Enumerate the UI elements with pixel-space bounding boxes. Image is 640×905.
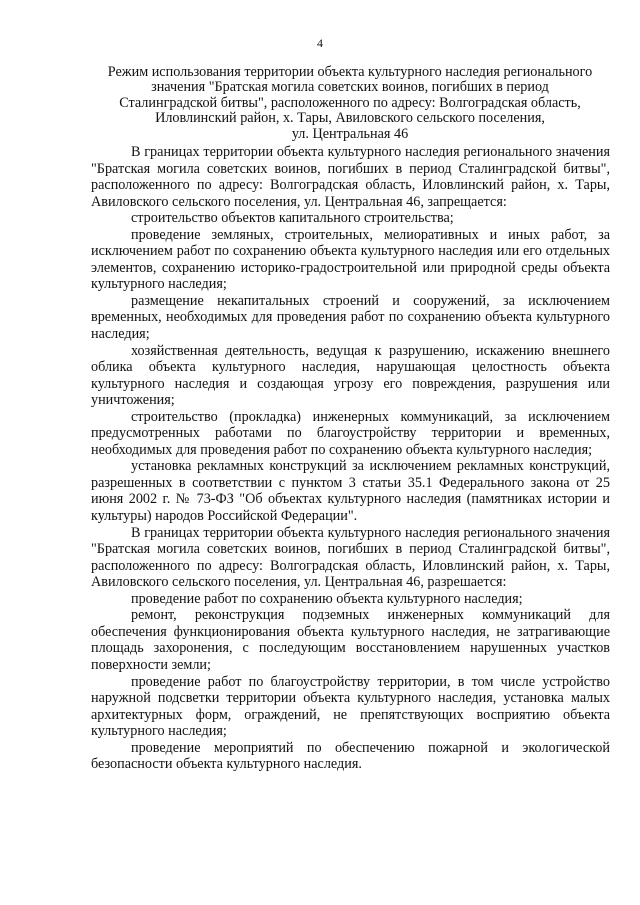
permission-item: проведение работ по благоустройству территории, в том числе устройство наружной подсветки территории объекта культурного наследия, установка малых архитектурных форм, ограждений, не препятствующих восприятию объекта культурного наследия; (91, 673, 610, 740)
document-title (90, 65, 610, 142)
prohibition-item: строительство объектов капитального строительства; (131, 210, 454, 227)
prohibition-item: размещение некапитальных строений и сооружений, за исключением временных, необходимых для проведения работ по сохранению объекта культурного наследия; (91, 292, 610, 343)
permission-item: проведение мероприятий по обеспечению пожарной и экологической безопасности объекта культурного наследия. (91, 739, 610, 773)
permission-item: проведение работ по сохранению объекта культурного наследия; (131, 590, 523, 607)
prohibition-item: хозяйственная деятельность, ведущая к разрушению, искажению внешнего облика объекта культурного наследия, нарушающая целостность объекта культурного наследия и создающая угрозу его повреждения, разрушения или уничтожения; (91, 342, 610, 409)
prohibition-item: строительство (прокладка) инженерных коммуникаций, за исключением предусмотренных работами по благоустройству территории и временных, необходимых для проведения работ по сохранению объекта культурного наследия; (91, 408, 610, 458)
title-line: Режим использования территории объекта культурного наследия регионального (107, 64, 593, 80)
title-line: ул. Центральная 46 (291, 125, 409, 142)
page-number: 4 (317, 36, 323, 50)
prohibition-item: проведение земляных, строительных, мелиоративных и иных работ, за исключением работ по сохранению объекта культурного наследия или его отдельных элементов, сохранению историко-градостроительной или природной среды объекта культурного наследия; (91, 226, 610, 293)
prohibition-item: установка рекламных конструкций за исключением рекламных конструкций, разрешенных в соответствии с пунктом 3 статьи 35.1 Федерального закона от 25 июня 2002 г. № 73-ФЗ "Об объектах культурного наследия (памятниках истории и культуры) народов Российской Федерации". (91, 458, 610, 525)
prohibitions-intro-paragraph: В границах территории объекта культурного наследия регионального значения "Братская могила советских воинов, погибших в период Сталинградской битвы", расположенного по адресу: Волгоградская область, Иловлинский район, х. Тары, Авиловского сельского поселения, ул. Центральная 46, запрещается: (91, 144, 610, 210)
permission-item: ремонт, реконструкция подземных инженерных коммуникаций для обеспечения функционирования объекта культурного наследия, не затрагивающие площадь захоронения, с последующим восстановлением нарушенных участков поверхности земли; (91, 607, 610, 673)
document-body (91, 144, 610, 773)
title-line: значения "Братская могила советских воинов, погибших в период (151, 79, 549, 96)
title-line: Иловлинский район, х. Тары, Авиловского сельского поселения, (155, 110, 545, 127)
permissions-intro-paragraph: В границах территории объекта культурного наследия регионального значения "Братская могила советских воинов, погибших в период Сталинградской битвы", расположенного по адресу: Волгоградская область, Иловлинский район, х. Тары, Авиловского сельского поселения, ул. Центральная 46, разрешается: (91, 524, 610, 591)
title-line: Сталинградской битвы", расположенного по адресу: Волгоградская область, (119, 94, 581, 111)
